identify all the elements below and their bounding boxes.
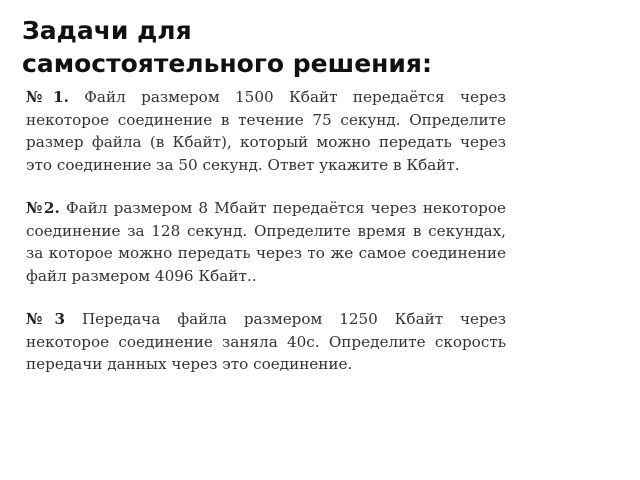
task-3-number: №3	[26, 310, 66, 328]
task-1	[26, 86, 506, 176]
title-line-2: самостоятельного решения:	[22, 49, 432, 78]
task-3-text: Передача файла размером 1250 Кбайт через некоторое соединение заняла 40с. Определите скорость передачи данных через это соединение.	[26, 310, 507, 373]
task-list	[26, 86, 506, 376]
task-1-number: №1.	[26, 88, 69, 106]
task-2	[26, 197, 506, 287]
task-1-text: Файл размером 1500 Кбайт передаётся через некоторое соединение в течение 75 секунд. Определите размер файла (в Кбайт), который можно передать через это соединение за 50 секунд. Ответ укажите в Кбайт.	[26, 88, 506, 174]
task-2-number: №2.	[26, 199, 60, 217]
task-3	[26, 308, 506, 376]
title-line-1: Задачи для	[22, 16, 192, 45]
task-2-text: Файл размером 8 Мбайт передаётся через некоторое соединение за 128 секунд. Определите время в секундах, за которое можно передать через то же самое соединение файл размером 4096 Кбайт..	[26, 199, 507, 285]
slide-title	[22, 14, 522, 80]
